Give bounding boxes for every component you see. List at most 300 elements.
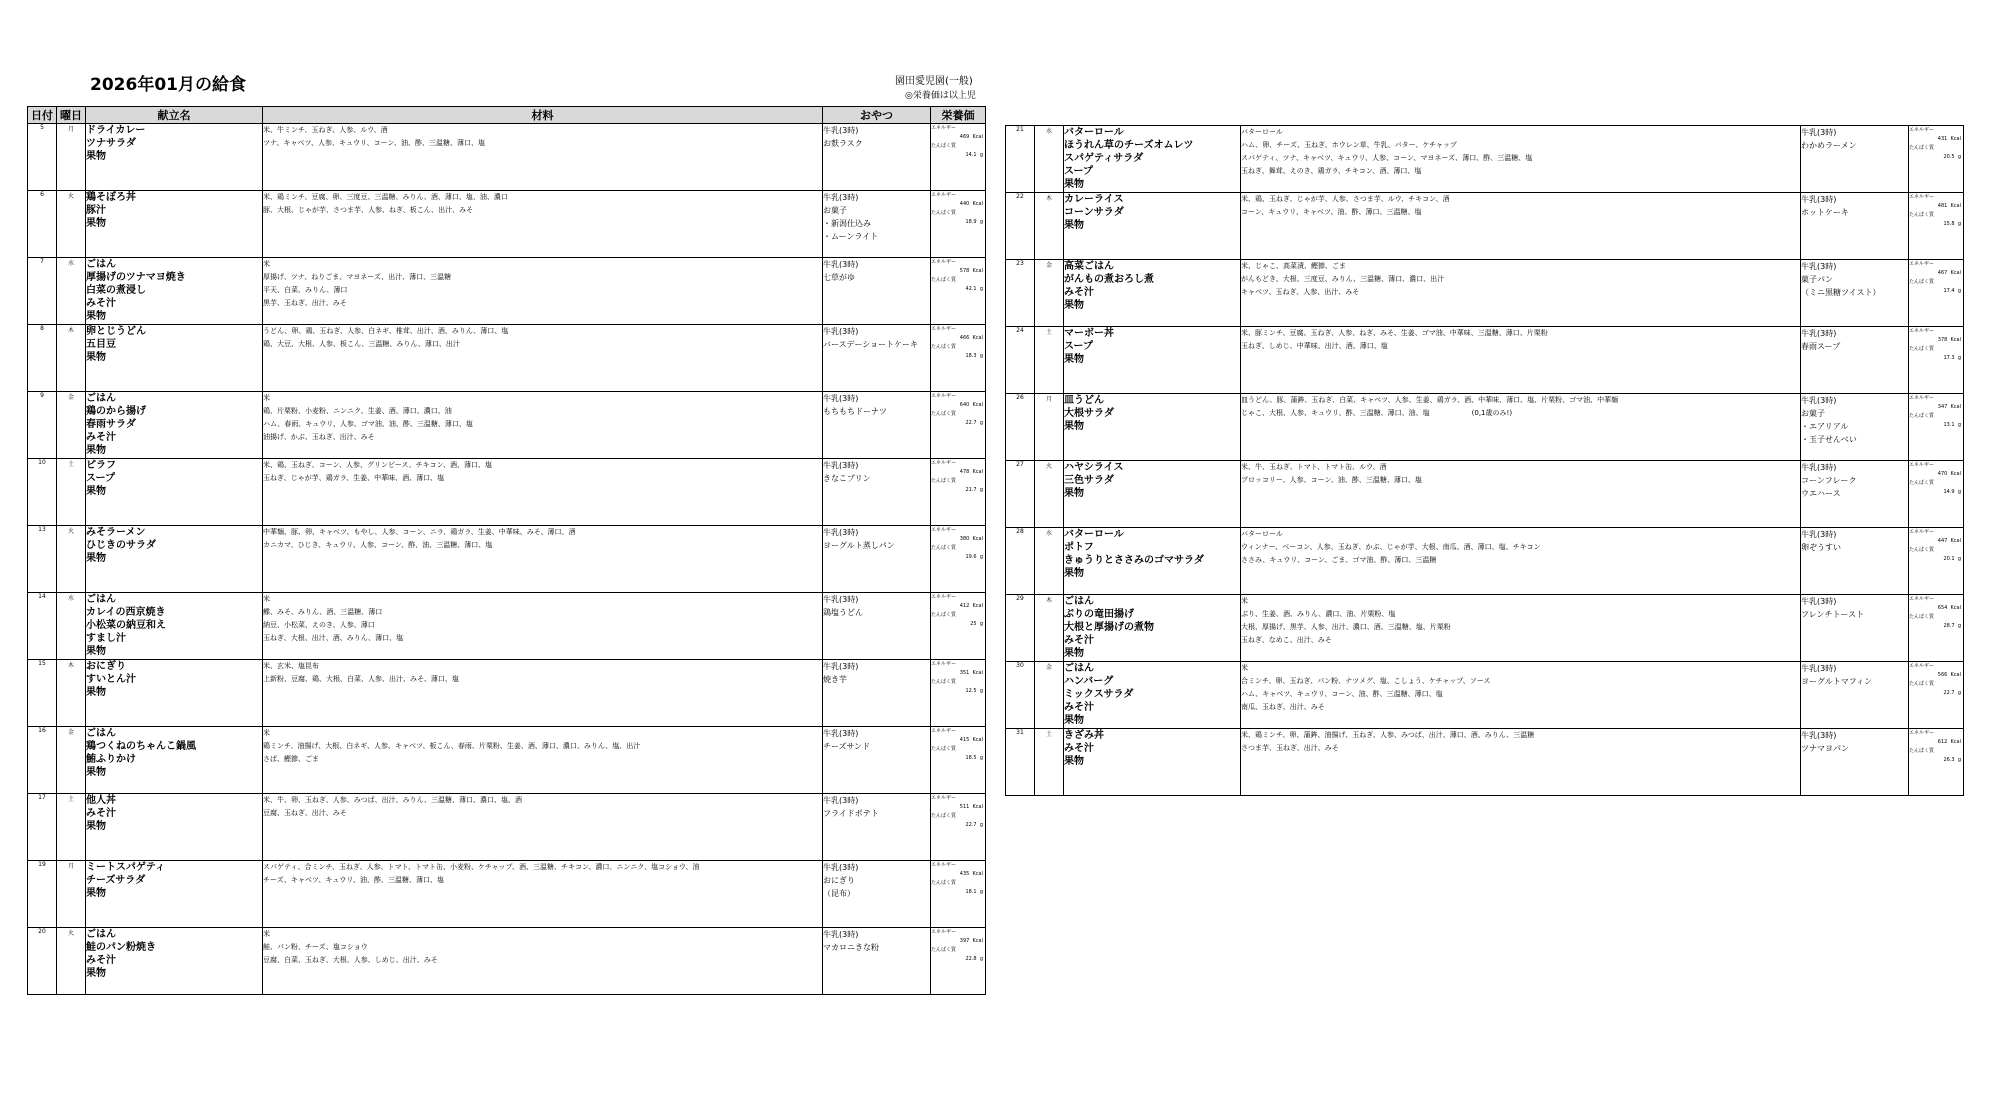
ingredient-line: 米、鶏、玉ねぎ、じゃが芋、人参、さつま芋、ルウ、チキコン、酒 <box>1241 195 1450 203</box>
nutrition-cell <box>1909 595 1964 662</box>
date-cell <box>28 526 57 593</box>
energy-value: 470 <box>1937 471 1948 477</box>
weekday-cell <box>1035 394 1064 461</box>
header-weekday: 曜日 <box>57 107 86 124</box>
day-row <box>28 794 986 861</box>
weekday-cell <box>57 124 86 191</box>
protein-row <box>1909 756 1963 765</box>
ingredient-line: 米 <box>263 930 270 938</box>
dish-name: ツナサラダ <box>86 138 136 149</box>
protein-value: 22.8 <box>965 956 977 962</box>
protein-value: 12.5 <box>965 688 977 694</box>
dish-name: 果物 <box>86 888 106 899</box>
dish-cell <box>1064 193 1241 260</box>
nutrition-cell <box>1909 528 1964 595</box>
energy-label: エネルギー <box>1909 663 1935 669</box>
nutrition-cell <box>931 794 986 861</box>
ingredients-cell <box>263 660 823 727</box>
protein-label: たんぱく質 <box>1909 212 1935 218</box>
energy-value: 412 <box>959 603 970 609</box>
dish-name: 果物 <box>1064 568 1084 579</box>
snack-line: ・玉子せんべい <box>1801 435 1857 444</box>
date-value: 28 <box>1016 528 1024 535</box>
protein-unit: g <box>979 554 983 560</box>
snack-line: ウエハース <box>1801 489 1841 498</box>
dish-name: ドライカレー <box>86 125 146 136</box>
day-row <box>1006 327 1964 394</box>
protein-label: たんぱく質 <box>1909 346 1935 352</box>
weekday-cell <box>57 861 86 928</box>
snack-line: ツナマヨパン <box>1801 744 1849 753</box>
weekday-cell <box>57 928 86 995</box>
date-cell <box>1006 394 1035 461</box>
dish-name: 春雨サラダ <box>86 419 136 430</box>
dish-name: すいとん汁 <box>86 674 136 685</box>
snack-cell <box>823 124 931 191</box>
ingredient-line: 豚、大根、じゃが芋、さつま芋、人参、ねぎ、板こん、出汁、みそ <box>263 206 474 214</box>
energy-unit: Kcal <box>1950 605 1961 611</box>
weekday-value: 金 <box>67 394 74 401</box>
protein-label: たんぱく質 <box>1909 681 1935 687</box>
day-row <box>28 325 986 392</box>
dish-cell <box>86 660 263 727</box>
dish-cell <box>86 727 263 794</box>
ingredient-line: チーズ、キャベツ、キュウリ、油、酢、三温糖、薄口、塩 <box>263 876 445 884</box>
energy-unit: Kcal <box>1950 672 1961 678</box>
weekday-cell <box>57 660 86 727</box>
energy-value: 654 <box>1937 605 1948 611</box>
dish-name: スパゲティサラダ <box>1064 153 1144 164</box>
date-cell <box>1006 528 1035 595</box>
ingredient-line: 米 <box>263 729 270 737</box>
weekday-value: 金 <box>1045 664 1052 671</box>
date-value: 20 <box>38 928 46 935</box>
dish-name: 果物 <box>86 553 106 564</box>
date-value: 6 <box>40 191 44 198</box>
energy-unit: Kcal <box>972 134 983 140</box>
protein-label: たんぱく質 <box>931 143 957 149</box>
date-cell <box>1006 193 1035 260</box>
dish-name: 白菜の煮浸し <box>86 285 146 296</box>
energy-label: エネルギー <box>1909 596 1935 602</box>
dish-name: 大根サラダ <box>1064 408 1114 419</box>
weekday-cell <box>1035 461 1064 528</box>
snack-line: ・ムーンライト <box>823 232 879 241</box>
ingredient-line: 皿うどん、豚、蒲鉾、玉ねぎ、白菜、キャベツ、人参、生姜、鶏ガラ、酒、中華味、薄口、塩、片栗粉、ゴマ油、中華麺 <box>1241 396 1619 404</box>
energy-row <box>931 535 985 544</box>
dish-name: 鮪ふりかけ <box>86 754 136 765</box>
menu-table-left <box>27 106 986 995</box>
day-row <box>28 727 986 794</box>
date-cell <box>28 191 57 258</box>
dish-name: みそ汁 <box>86 808 116 819</box>
energy-label: エネルギー <box>931 862 957 868</box>
ingredient-line: 平天、白菜、みりん、薄口 <box>263 286 348 294</box>
protein-value: 18.5 <box>965 755 977 761</box>
protein-unit: g <box>979 219 983 225</box>
date-value: 22 <box>1016 193 1024 200</box>
ingredient-line: 南瓜、玉ねぎ、出汁、みそ <box>1241 703 1325 711</box>
dish-name: 果物 <box>1064 756 1084 767</box>
dish-name: 果物 <box>86 311 106 322</box>
date-value: 14 <box>38 593 46 600</box>
dish-name: 鮭のパン粉焼き <box>86 942 156 953</box>
dish-name: ごはん <box>1064 663 1094 674</box>
snack-cell <box>1801 260 1909 327</box>
dish-name: みそ汁 <box>86 298 116 309</box>
protein-label: たんぱく質 <box>1909 480 1935 486</box>
dish-name: みそ汁 <box>86 432 116 443</box>
energy-row <box>931 669 985 678</box>
protein-unit: g <box>1957 690 1961 696</box>
dish-name: みそ汁 <box>1064 287 1094 298</box>
dish-name: ぶりの竜田揚げ <box>1064 609 1134 620</box>
ingredients-cell <box>263 459 823 526</box>
protein-unit: g <box>979 822 983 828</box>
dish-cell <box>86 392 263 459</box>
dish-name: 果物 <box>1064 354 1084 365</box>
date-cell <box>1006 729 1035 796</box>
weekday-value: 土 <box>67 796 74 803</box>
nutrition-note: ◎栄養価は以上児 <box>905 91 976 101</box>
dish-name: みそ汁 <box>1064 635 1094 646</box>
dish-name: きざみ丼 <box>1064 730 1104 741</box>
protein-unit: g <box>1957 556 1961 562</box>
dish-name: ごはん <box>86 259 116 270</box>
dish-cell <box>1064 461 1241 528</box>
date-cell <box>28 392 57 459</box>
dish-name: スープ <box>86 473 115 484</box>
snack-cell <box>1801 662 1909 729</box>
energy-row <box>1909 336 1963 345</box>
date-cell <box>28 459 57 526</box>
snack-cell <box>823 392 931 459</box>
energy-unit: Kcal <box>1950 538 1961 544</box>
day-row <box>1006 662 1964 729</box>
weekday-cell <box>1035 595 1064 662</box>
weekday-value: 火 <box>67 930 74 937</box>
ingredient-line: 玉ねぎ、なめこ、出汁、みそ <box>1241 636 1332 644</box>
date-value: 23 <box>1016 260 1024 267</box>
nutrition-cell <box>931 727 986 794</box>
nutrition-cell <box>1909 394 1964 461</box>
ingredients-cell <box>263 124 823 191</box>
protein-row <box>931 285 985 294</box>
dish-name: 果物 <box>86 968 106 979</box>
dish-cell <box>1064 729 1241 796</box>
dish-name: 果物 <box>86 486 106 497</box>
energy-row <box>1909 202 1963 211</box>
ingredient-line: 米 <box>263 394 270 402</box>
snack-line: 牛乳(3時) <box>823 796 859 805</box>
snack-line: ヨーグルト蒸しパン <box>823 541 895 550</box>
energy-label: エネルギー <box>1909 462 1935 468</box>
dish-name: 厚揚げのツナマヨ焼き <box>86 272 186 283</box>
protein-label: たんぱく質 <box>931 277 957 283</box>
snack-cell <box>823 794 931 861</box>
snack-cell <box>1801 193 1909 260</box>
weekday-value: 土 <box>1045 329 1052 336</box>
date-cell <box>1006 260 1035 327</box>
ingredients-cell <box>263 392 823 459</box>
ingredient-line: ハム、春雨、キュウリ、人参、ゴマ油、油、酢、三温糖、薄口、塩 <box>263 420 473 428</box>
energy-row <box>1909 537 1963 546</box>
energy-label: エネルギー <box>931 326 957 332</box>
nutrition-cell <box>1909 260 1964 327</box>
ingredient-line: 合ミンチ、卵、玉ねぎ、パン粉、ナツメグ、塩、こしょう、ケチャップ、ソース <box>1241 677 1491 685</box>
day-row <box>28 392 986 459</box>
protein-value: 21.7 <box>965 487 977 493</box>
date-value: 15 <box>38 660 46 667</box>
dish-name: みそ汁 <box>1064 743 1094 754</box>
protein-label: たんぱく質 <box>1909 614 1935 620</box>
weekday-value: 木 <box>67 662 74 669</box>
snack-line: 牛乳(3時) <box>823 528 859 537</box>
date-cell <box>28 660 57 727</box>
dish-name: 皿うどん <box>1064 395 1104 406</box>
snack-line: わかめラーメン <box>1801 141 1857 150</box>
date-value: 5 <box>40 124 44 131</box>
protein-value: 20.1 <box>1943 556 1955 562</box>
header-row <box>28 107 986 124</box>
date-cell <box>1006 461 1035 528</box>
dish-name: ポトフ <box>1064 542 1094 553</box>
date-cell <box>28 794 57 861</box>
ingredient-line: バターロール <box>1241 530 1283 538</box>
energy-value: 447 <box>1937 538 1948 544</box>
nutrition-cell <box>931 928 986 995</box>
ingredients-cell <box>1241 729 1801 796</box>
energy-label: エネルギー <box>1909 730 1935 736</box>
dish-name: 大根と厚揚げの煮物 <box>1064 622 1154 633</box>
protein-value: 18.9 <box>965 219 977 225</box>
dish-name: 果物 <box>1064 421 1084 432</box>
energy-value: 566 <box>1937 672 1948 678</box>
ingredient-line: さつま芋、玉ねぎ、出汁、みそ <box>1241 744 1339 752</box>
protein-unit: g <box>979 688 983 694</box>
energy-row <box>1909 738 1963 747</box>
date-value: 17 <box>38 794 46 801</box>
dish-name: 果物 <box>1064 179 1084 190</box>
energy-unit: Kcal <box>972 603 983 609</box>
protein-row <box>931 687 985 696</box>
snack-line: 卵ぞうすい <box>1801 543 1841 552</box>
protein-row <box>931 218 985 227</box>
energy-label: エネルギー <box>1909 328 1935 334</box>
ingredients-cell <box>1241 528 1801 595</box>
ingredient-line: 米 <box>263 260 270 268</box>
snack-line: ホットケーキ <box>1801 208 1849 217</box>
ingredient-line: スパゲティ、ツナ、キャベツ、キュウリ、人参、コーン、マヨネーズ、薄口、酢、三温糖、塩 <box>1241 154 1533 162</box>
dish-cell <box>86 928 263 995</box>
dish-name: 果物 <box>1064 300 1084 311</box>
protein-unit: g <box>1957 623 1961 629</box>
snack-line: 菓子パン <box>1801 275 1833 284</box>
date-cell <box>28 593 57 660</box>
weekday-value: 水 <box>67 595 74 602</box>
protein-row <box>1909 689 1963 698</box>
nutrition-cell <box>931 660 986 727</box>
dish-cell <box>86 861 263 928</box>
date-value: 26 <box>1016 394 1024 401</box>
date-value: 30 <box>1016 662 1024 669</box>
energy-unit: Kcal <box>1950 404 1961 410</box>
protein-value: 22.7 <box>1943 690 1955 696</box>
protein-row <box>931 754 985 763</box>
snack-line: 牛乳(3時) <box>823 327 859 336</box>
energy-unit: Kcal <box>1950 136 1961 142</box>
protein-value: 14.9 <box>1943 489 1955 495</box>
snack-cell <box>1801 595 1909 662</box>
weekday-value: 水 <box>67 260 74 267</box>
ingredient-line: 玉ねぎ、大根、出汁、酒、みりん、薄口、塩 <box>263 634 404 642</box>
ingredient-line: スパゲティ、合ミンチ、玉ねぎ、人参、トマト、トマト缶、小麦粉、ケチャップ、酒、三温糖、チキコン、濃口、ニンニク、塩コショウ、油 <box>263 863 700 871</box>
energy-unit: Kcal <box>1950 337 1961 343</box>
energy-unit: Kcal <box>972 670 983 676</box>
weekday-value: 金 <box>67 729 74 736</box>
energy-label: エネルギー <box>1909 194 1935 200</box>
energy-unit: Kcal <box>972 804 983 810</box>
date-cell <box>28 124 57 191</box>
weekday-cell <box>1035 662 1064 729</box>
energy-value: 347 <box>1937 404 1948 410</box>
ingredients-cell <box>263 191 823 258</box>
snack-line: おにぎり <box>823 876 855 885</box>
protein-unit: g <box>979 286 983 292</box>
protein-value: 17.4 <box>1943 288 1955 294</box>
ingredient-line: 米、牛ミンチ、玉ねぎ、人参、ルウ、酒 <box>263 126 388 134</box>
ingredient-line: バターロール <box>1241 128 1283 136</box>
snack-line: 七草がゆ <box>823 273 855 282</box>
snack-line: 牛乳(3時) <box>1801 731 1837 740</box>
date-cell <box>28 727 57 794</box>
snack-cell <box>823 593 931 660</box>
date-cell <box>1006 662 1035 729</box>
ingredient-line: 豆腐、白菜、玉ねぎ、大根、人参、しめじ、出汁、みそ <box>263 956 438 964</box>
date-value: 24 <box>1016 327 1024 334</box>
energy-unit: Kcal <box>972 469 983 475</box>
dish-name: スープ <box>1064 166 1093 177</box>
protein-unit: g <box>1957 288 1961 294</box>
ingredients-cell <box>263 593 823 660</box>
energy-unit: Kcal <box>972 335 983 341</box>
weekday-value: 金 <box>1045 262 1052 269</box>
dish-name: 果物 <box>86 218 106 229</box>
ingredients-cell <box>1241 260 1801 327</box>
nutrition-cell <box>1909 461 1964 528</box>
energy-value: 469 <box>959 134 970 140</box>
energy-value: 397 <box>959 938 970 944</box>
snack-cell <box>823 727 931 794</box>
energy-row <box>931 937 985 946</box>
ingredients-cell <box>263 526 823 593</box>
dish-name: 果物 <box>86 445 106 456</box>
dish-cell <box>1064 327 1241 394</box>
snack-line: 牛乳(3時) <box>1801 664 1837 673</box>
energy-unit: Kcal <box>1950 203 1961 209</box>
ingredient-line: 納豆、小松菜、えのき、人参、薄口 <box>263 621 375 629</box>
protein-unit: g <box>979 353 983 359</box>
protein-row <box>1909 287 1963 296</box>
dish-name: おにぎり <box>86 661 126 672</box>
ingredient-line: ハム、キャベツ、キュウリ、コーン、油、酢、三温糖、薄口、塩 <box>1241 690 1443 698</box>
ingredient-line: 米、鶏ミンチ、豆腐、卵、三度豆、三温糖、みりん、酒、薄口、塩、油、濃口 <box>263 193 508 201</box>
dish-name: 果物 <box>86 151 106 162</box>
ingredients-cell <box>1241 461 1801 528</box>
dish-name: ミックスサラダ <box>1064 689 1134 700</box>
dish-name: 果物 <box>86 646 106 657</box>
dish-name: ハヤシライス <box>1064 462 1124 473</box>
protein-unit: g <box>1957 221 1961 227</box>
energy-value: 467 <box>1937 270 1948 276</box>
snack-line: コーンフレーク <box>1801 476 1857 485</box>
energy-row <box>931 200 985 209</box>
protein-row <box>931 955 985 964</box>
dish-name: 他人丼 <box>86 795 116 806</box>
energy-value: 351 <box>959 670 970 676</box>
snack-cell <box>1801 327 1909 394</box>
date-value: 29 <box>1016 595 1024 602</box>
ingredients-cell <box>1241 662 1801 729</box>
ingredient-line: コーン、キュウリ、キャベツ、油、酢、薄口、三温糖、塩 <box>1241 208 1422 216</box>
ingredients-cell <box>263 258 823 325</box>
ingredients-cell <box>1241 394 1801 461</box>
energy-unit: Kcal <box>972 737 983 743</box>
date-value: 8 <box>40 325 44 332</box>
energy-value: 612 <box>1937 739 1948 745</box>
snack-line: もちもちドーナツ <box>823 407 887 416</box>
ingredient-line: 鶏、片栗粉、小麦粉、ニンニク、生姜、酒、薄口、濃口、油 <box>263 407 452 415</box>
menu-table-right <box>1005 125 1964 796</box>
protein-label: たんぱく質 <box>931 947 957 953</box>
day-row <box>28 124 986 191</box>
ingredients-cell <box>1241 193 1801 260</box>
nutrition-cell <box>931 861 986 928</box>
snack-line: 牛乳(3時) <box>823 729 859 738</box>
protein-value: 26.3 <box>1943 757 1955 763</box>
snack-line: （ミニ黒糖ツイスト） <box>1801 288 1881 297</box>
weekday-value: 火 <box>67 193 74 200</box>
energy-value: 378 <box>1937 337 1948 343</box>
protein-row <box>1909 421 1963 430</box>
dish-name: 高菜ごはん <box>1064 261 1114 272</box>
ingredient-line: 油揚げ、かぶ、玉ねぎ、出汁、みそ <box>263 433 375 441</box>
energy-value: 640 <box>959 402 970 408</box>
ingredients-cell <box>263 727 823 794</box>
ingredient-line: キャベツ、玉ねぎ、人参、出汁、みそ <box>1241 288 1360 296</box>
dish-name: ごはん <box>1064 596 1094 607</box>
energy-value: 511 <box>959 804 970 810</box>
protein-label: たんぱく質 <box>931 679 957 685</box>
ingredient-line: 玉ねぎ、じゃが芋、鶏ガラ、生姜、中華味、酒、薄口、塩 <box>263 474 445 482</box>
dish-cell <box>1064 528 1241 595</box>
energy-label: エネルギー <box>931 661 957 667</box>
energy-row <box>931 401 985 410</box>
weekday-cell <box>1035 126 1064 193</box>
protein-unit: g <box>1957 154 1961 160</box>
snack-line: 鶏塩うどん <box>823 608 863 617</box>
ingredient-line: 玉ねぎ、舞茸、えのき、鶏ガラ、チキコン、酒、薄口、塩 <box>1241 167 1422 175</box>
dish-cell <box>86 794 263 861</box>
weekday-value: 水 <box>1045 530 1052 537</box>
nutrition-cell <box>931 325 986 392</box>
dish-name: 鶏のから揚げ <box>86 406 146 417</box>
ingredient-line: 米、鶏ミンチ、卵、蒲鉾、油揚げ、玉ねぎ、人参、みつば、出汁、薄口、酒、みりん、三温糖 <box>1241 731 1535 739</box>
page-title: 2026年01月の給食 <box>90 75 246 95</box>
dish-name: カレーライス <box>1064 194 1124 205</box>
day-row <box>1006 528 1964 595</box>
dish-cell <box>86 258 263 325</box>
